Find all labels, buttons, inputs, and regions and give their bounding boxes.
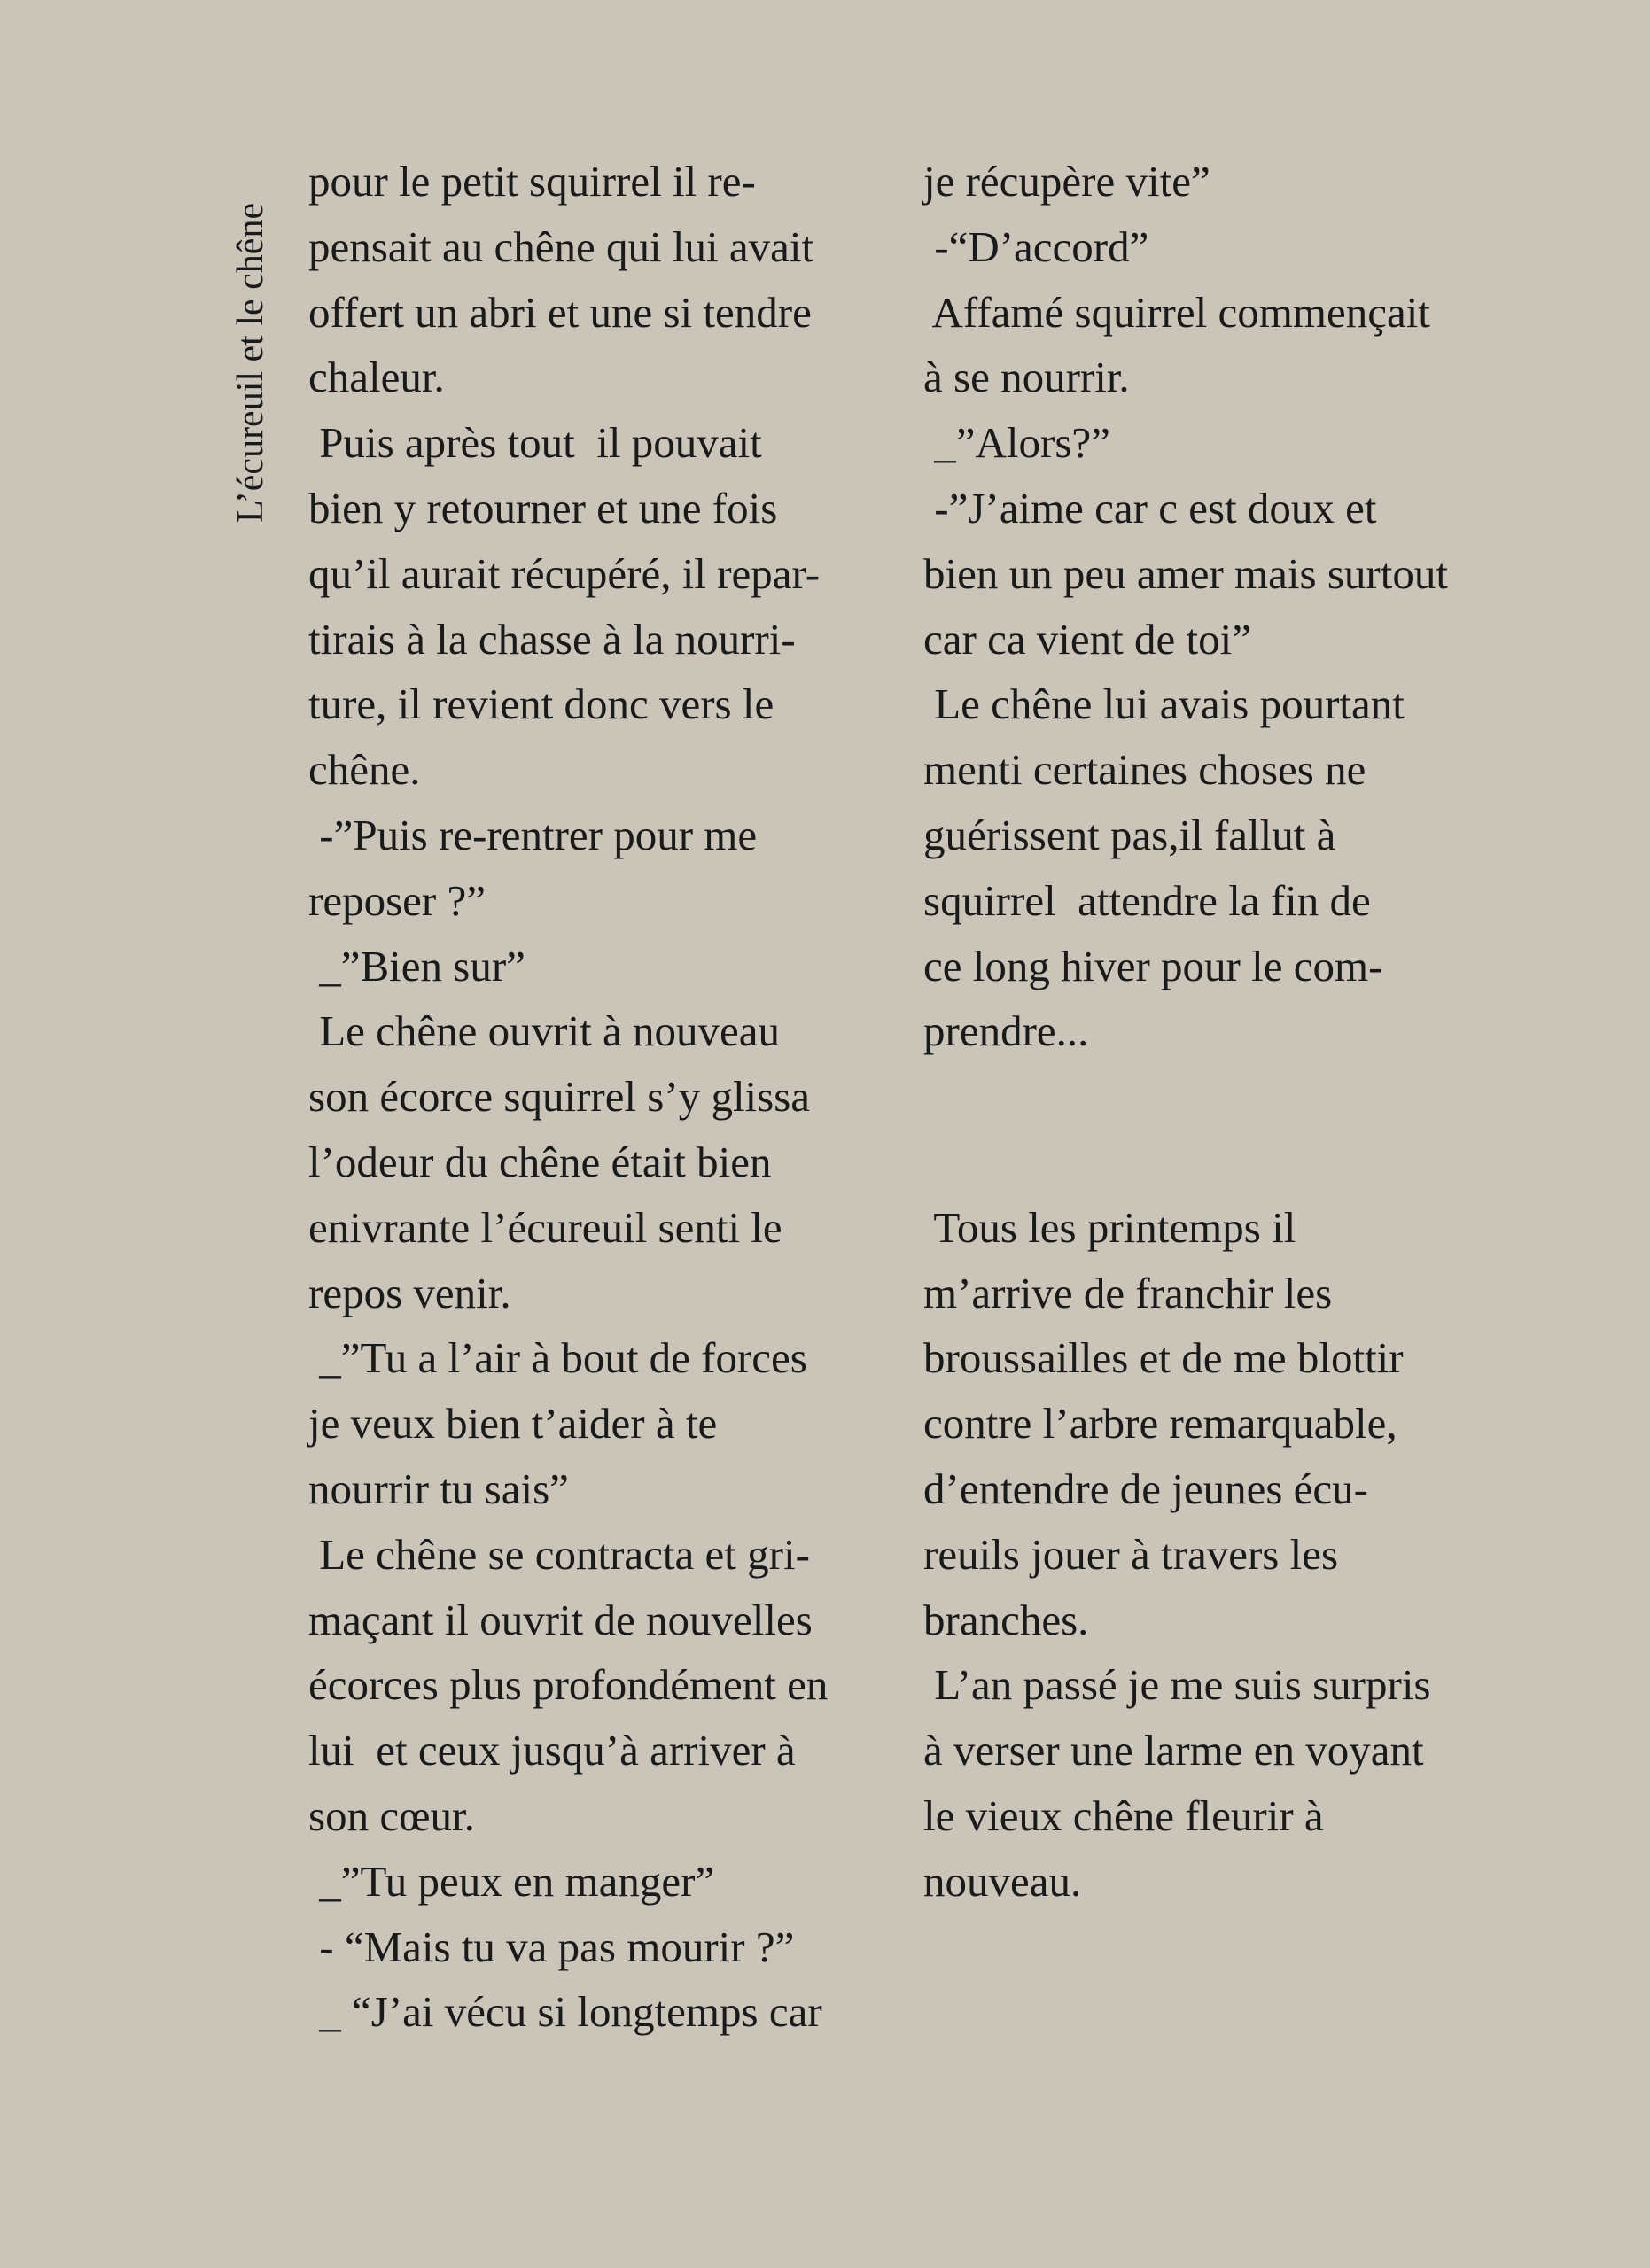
right-column-line: Tous les printemps il xyxy=(923,1202,1296,1252)
left-column-line: _ “J’ai vécu si longtemps car xyxy=(308,1987,822,2037)
left-column-line: qu’il aurait récupéré, il repar- xyxy=(308,548,821,598)
right-column-line: m’arrive de franchir les xyxy=(923,1268,1333,1317)
right-column-line: le vieux chêne fleurir à xyxy=(923,1790,1324,1840)
left-column-line: bien y retourner et une fois xyxy=(308,483,778,532)
left-column-line: reposer ?” xyxy=(308,875,486,925)
right-column-line: _”Alors?” xyxy=(923,418,1110,468)
right-column-line: guérissent pas,il fallut à xyxy=(923,810,1336,859)
left-column-line: son cœur. xyxy=(308,1790,475,1840)
left-column-line: nourrir tu sais” xyxy=(308,1464,569,1513)
left-text-column xyxy=(308,149,828,2045)
left-column-line: Le chêne se contracta et gri- xyxy=(308,1529,810,1579)
right-column-line: broussailles et de me blottir xyxy=(923,1333,1404,1383)
right-column-line: -“D’accord” xyxy=(923,221,1149,271)
right-column-line: -”J’aime car c est doux et xyxy=(923,483,1377,532)
right-column-line: bien un peu amer mais surtout xyxy=(923,548,1448,598)
left-column-line: offert un abri et une si tendre xyxy=(308,287,812,337)
left-column-line: _”Bien sur” xyxy=(308,941,525,990)
right-column-line: je récupère vite” xyxy=(923,157,1210,206)
right-column-line: à se nourrir. xyxy=(923,353,1130,402)
right-column-line: Le chêne lui avais pourtant xyxy=(923,680,1405,729)
right-column-line: prendre... xyxy=(923,1006,1089,1056)
left-column-line: - “Mais tu va pas mourir ?” xyxy=(308,1922,795,1971)
right-column-line xyxy=(923,1064,1448,1130)
right-column-line: reuils jouer à travers les xyxy=(923,1529,1339,1579)
right-column-line: car ca vient de toi” xyxy=(923,614,1252,664)
left-column-line: -”Puis re-rentrer pour me xyxy=(308,810,758,859)
right-text-column xyxy=(923,149,1448,1915)
left-column-line: chaleur. xyxy=(308,353,445,402)
right-column-line: ce long hiver pour le com- xyxy=(923,941,1383,990)
left-column-line: je veux bien t’aider à te xyxy=(308,1399,718,1449)
left-column-line: maçant il ouvrit de nouvelles xyxy=(308,1595,813,1644)
left-column-line: ture, il revient donc vers le xyxy=(308,680,774,729)
left-column-line: écorces plus profondément en xyxy=(308,1660,829,1710)
right-column-line: à verser une larme en voyant xyxy=(923,1726,1424,1775)
right-column-line: nouveau. xyxy=(923,1856,1082,1906)
left-column-line: tirais à la chasse à la nourri- xyxy=(308,614,796,664)
right-column-line: branches. xyxy=(923,1595,1089,1644)
right-column-line: contre l’arbre remarquable, xyxy=(923,1399,1397,1449)
left-column-line: son écorce squirrel s’y glissa xyxy=(308,1072,811,1122)
left-column-line: l’odeur du chêne était bien xyxy=(308,1137,772,1186)
right-column-line: menti certaines choses ne xyxy=(923,745,1366,795)
right-column-line: Affamé squirrel commençait xyxy=(923,287,1430,337)
right-column-line: L’an passé je me suis surpris xyxy=(923,1660,1431,1710)
left-column-line: _”Tu a l’air à bout de forces xyxy=(308,1333,807,1383)
left-column-line: lui et ceux jusqu’à arriver à xyxy=(308,1726,796,1775)
left-column-line: pensait au chêne qui lui avait xyxy=(308,221,814,271)
right-column-line xyxy=(923,1130,1448,1195)
left-column-line: repos venir. xyxy=(308,1268,511,1317)
left-column-line: _”Tu peux en manger” xyxy=(308,1856,715,1906)
running-title: L’écureuil et le chêne xyxy=(230,202,271,523)
left-column-line: chêne. xyxy=(308,745,421,795)
left-column-line: Le chêne ouvrit à nouveau xyxy=(308,1006,780,1056)
right-column-line: d’entendre de jeunes écu- xyxy=(923,1464,1368,1513)
left-column-line: Puis après tout il pouvait xyxy=(308,418,762,468)
left-column-line: enivrante l’écureuil senti le xyxy=(308,1202,782,1252)
right-column-line: squirrel attendre la fin de xyxy=(923,875,1371,925)
left-column-line: pour le petit squirrel il re- xyxy=(308,157,756,206)
